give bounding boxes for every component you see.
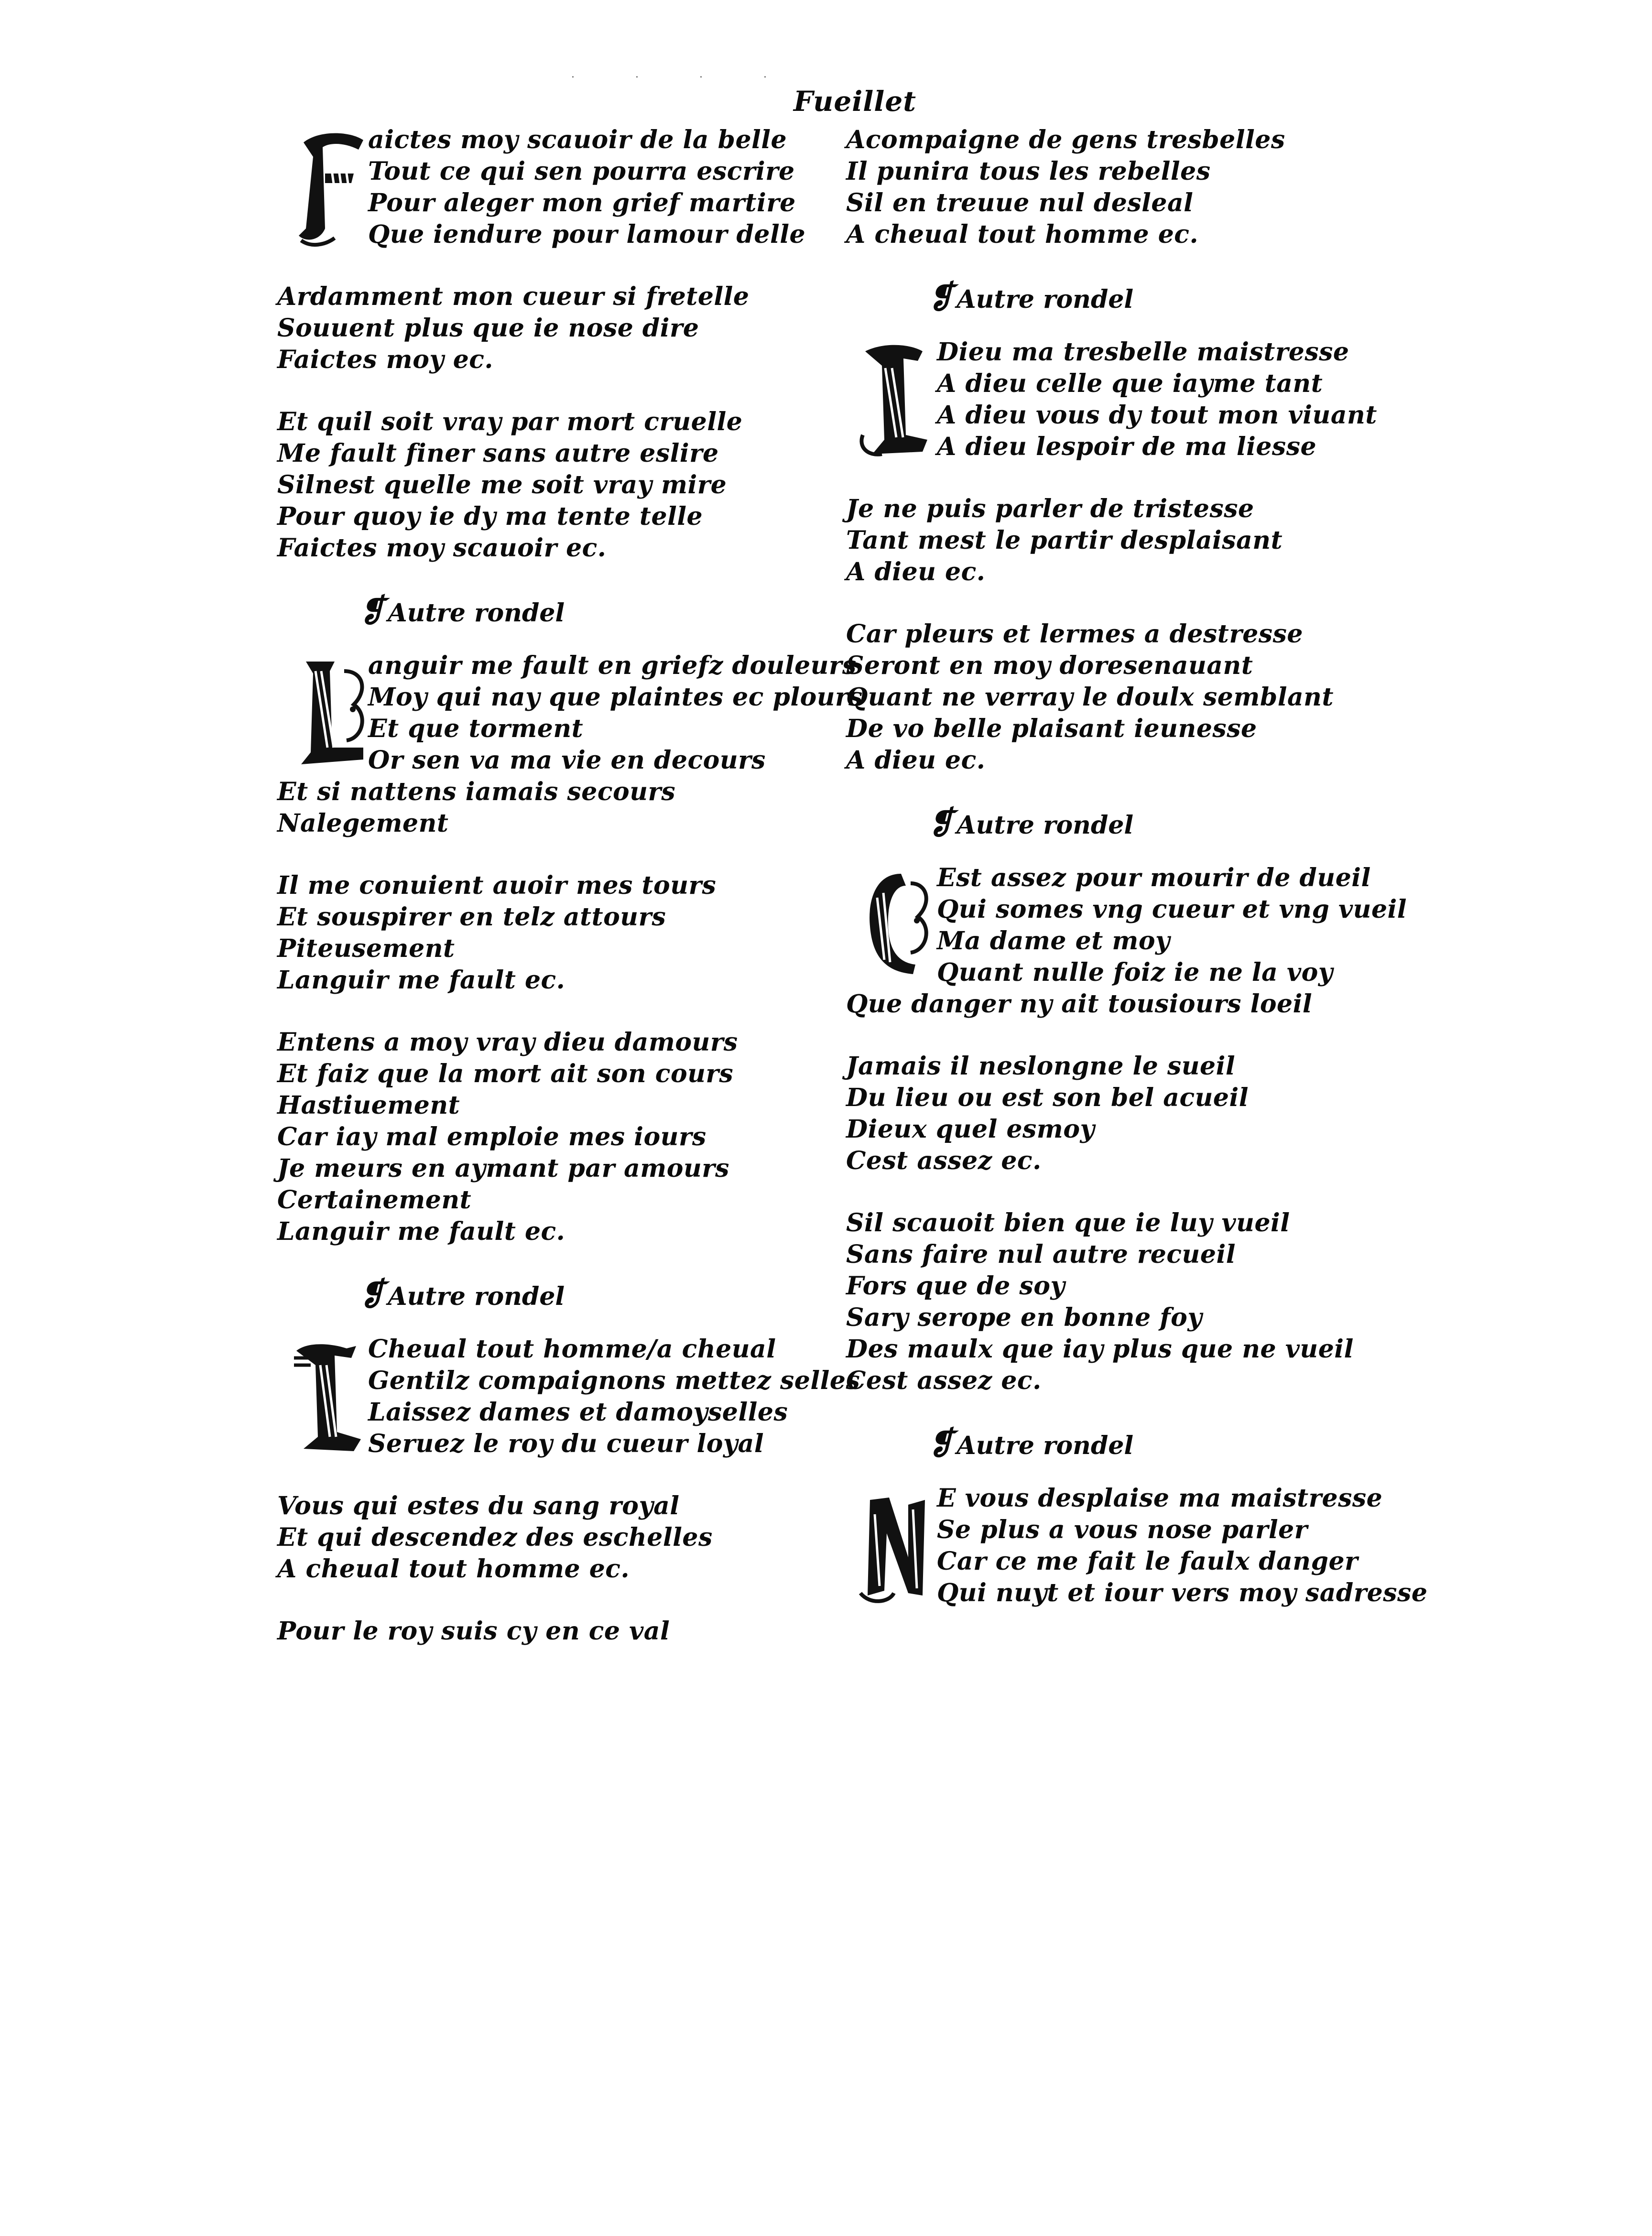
rondel-languir: [277, 650, 863, 1248]
verse-line: Nalegement: [277, 809, 449, 838]
verse-line: Silnest quelle me soit vray mire: [277, 470, 727, 499]
verse-line: Car pleurs et lermes a destresse: [846, 619, 1303, 649]
verse-line: Quant ne verray le doulx semblant: [846, 683, 1334, 712]
verse-line: Faictes moy scauoir ec.: [277, 533, 607, 563]
verse-line: A cheual tout homme ec.: [277, 1554, 630, 1584]
verse-line: Est assez pour mourir de dueil: [937, 863, 1371, 892]
decorated-initial-l-icon: [292, 652, 372, 771]
verse-line: anguir me fault en griefz douleurs: [368, 651, 857, 680]
rondel-cest-assez: [846, 862, 1420, 1397]
decorated-initial-f-icon: [292, 128, 372, 248]
verse-line: Sary serope en bonne foy: [846, 1303, 1203, 1332]
verse-line: Et quil soit vray par mort cruelle: [277, 407, 743, 436]
verse-line: Tout ce qui sen pourra escrire: [368, 157, 795, 186]
verse-line: Vous qui estes du sang royal: [277, 1491, 680, 1520]
stanza-2: [277, 1490, 851, 1585]
verse-line: A dieu lespoir de ma liesse: [937, 432, 1317, 461]
verse-line: A dieu vous dy tout mon viuant: [937, 401, 1377, 430]
initial-a-svg: [856, 339, 936, 459]
verse-line: Pour le roy suis cy en ce val: [277, 1617, 670, 1646]
verse-line: Entens a moy vray dieu damours: [277, 1028, 738, 1057]
stanza-2: [846, 1051, 1420, 1177]
verse-line: aictes moy scauoir de la belle: [368, 125, 787, 154]
ink-specks: . . . .: [571, 68, 795, 80]
poem-faictes-moy: [277, 124, 851, 564]
verse-line: Et souspirer en telz attours: [277, 902, 666, 932]
initial-f-svg: [292, 128, 372, 248]
pilcrow-icon: ❡: [359, 1275, 385, 1313]
rondel-a-cheual: [277, 1334, 860, 1647]
verse-line: Faictes moy ec.: [277, 345, 494, 374]
verse-line: Et si nattens iamais secours: [277, 777, 676, 806]
verse-line: Certainement: [277, 1185, 472, 1215]
initial-n-svg: [856, 1486, 936, 1605]
rondel-a-cheual-continued: [846, 124, 1420, 250]
verse-line: Je meurs en aymant par amours: [277, 1154, 729, 1183]
verse-line: Se plus a vous nose parler: [937, 1515, 1308, 1544]
verse-line: Et qui descendez des eschelles: [277, 1523, 713, 1552]
verse-line: Sil scauoit bien que ie luy vueil: [846, 1208, 1290, 1237]
decorated-initial-n-icon: [856, 1486, 936, 1605]
verse-line: A dieu celle que iayme tant: [937, 369, 1323, 398]
folio-header: Fueillet: [793, 85, 917, 118]
pilcrow-icon: ❡: [927, 278, 954, 315]
stanza-2: [277, 870, 851, 996]
verse-line: Seront en moy doresenauant: [846, 651, 1253, 680]
rondel-heading: ❡ Autre rondel: [927, 804, 1134, 841]
verse-line: Dieu ma tresbelle maistresse: [937, 337, 1349, 367]
rondel-heading: ❡ Autre rondel: [927, 278, 1134, 315]
verse-line: Souuent plus que ie nose dire: [277, 314, 699, 343]
rondel-heading: ❡ Autre rondel: [359, 1275, 565, 1313]
verse-line: Languir me fault ec.: [277, 966, 565, 995]
verse-line: Gentilz compaignons mettez selles: [368, 1366, 860, 1395]
stanza-2: [277, 281, 851, 376]
left-column: [277, 124, 863, 1647]
verse-line: Moy qui nay que plaintes ec plours: [368, 683, 863, 712]
decorated-initial-c-icon: [856, 864, 936, 984]
verse-line: Laissez dames et damoyselles: [368, 1398, 788, 1427]
right-column: [846, 124, 1428, 1609]
verse-line: Que danger ny ait tousiours loeil: [846, 989, 1313, 1019]
verse-line: Il me conuient auoir mes tours: [277, 871, 717, 900]
verse-line: Qui somes vng cueur et vng vueil: [937, 895, 1407, 924]
decorated-initial-a-icon: [289, 1336, 370, 1456]
rondel-heading: ❡ Autre rondel: [359, 592, 565, 629]
verse-line: Sans faire nul autre recueil: [846, 1240, 1236, 1269]
verse-line: Dieux quel esmoy: [846, 1115, 1095, 1144]
verse-line: Car iay mal emploie mes iours: [277, 1122, 706, 1151]
verse-line: Et que torment: [368, 714, 584, 743]
verse-line: Or sen va ma vie en decours: [368, 746, 766, 775]
rondel-a-dieu: [846, 336, 1420, 776]
verse-line: Piteusement: [277, 934, 455, 963]
verse-line: Pour aleger mon grief martire: [368, 188, 796, 217]
rondel-heading: ❡ Autre rondel: [927, 1424, 1134, 1462]
verse-line: Acompaigne de gens tresbelles: [846, 125, 1285, 154]
pilcrow-icon: ❡: [359, 592, 385, 629]
initial-c-svg: [856, 864, 936, 984]
verse-line: Des maulx que iay plus que ne vueil: [846, 1335, 1354, 1364]
pilcrow-icon: ❡: [927, 804, 954, 841]
verse-line: Jamais il neslongne le sueil: [846, 1052, 1236, 1081]
verse-line: Quant nulle foiz ie ne la voy: [937, 958, 1333, 987]
stanza-3: [277, 406, 851, 564]
rondel-ne-vous-desplaise: [846, 1483, 1428, 1609]
verse-line: Tant mest le partir desplaisant: [846, 526, 1283, 555]
verse-line: Et faiz que la mort ait son cours: [277, 1059, 734, 1088]
verse-line: Sil en treuue nul desleal: [846, 188, 1194, 217]
verse-line: Fors que de soy: [846, 1271, 1065, 1301]
verse-line: Pour quoy ie dy ma tente telle: [277, 502, 703, 531]
verse-line: E vous desplaise ma maistresse: [937, 1484, 1383, 1513]
verse-line: Il punira tous les rebelles: [846, 157, 1211, 186]
stanza-3: [277, 1027, 851, 1248]
verse-line: Car ce me fait le faulx danger: [937, 1547, 1358, 1576]
stanza-3: [846, 619, 1420, 776]
verse-line: Que iendure pour lamour delle: [368, 220, 806, 249]
verse-line: A cheual tout homme ec.: [846, 220, 1199, 249]
verse-line: Languir me fault ec.: [277, 1217, 565, 1246]
verse-line: Ardamment mon cueur si fretelle: [277, 282, 750, 311]
verse-line: Qui nuyt et iour vers moy sadresse: [937, 1578, 1428, 1607]
verse-line: Cheual tout homme/a cheual: [368, 1335, 776, 1364]
verse-line: Du lieu ou est son bel acueil: [846, 1083, 1249, 1112]
verse-line: Hastiuement: [277, 1091, 460, 1120]
verse-line: Cest assez ec.: [846, 1146, 1042, 1175]
verse-line: De vo belle plaisant ieunesse: [846, 714, 1257, 743]
verse-line: Ma dame et moy: [937, 926, 1170, 955]
verse-line: Je ne puis parler de tristesse: [846, 494, 1254, 523]
initial-a-svg: [289, 1336, 370, 1456]
verse-line: A dieu ec.: [846, 746, 986, 775]
verse-line: Seruez le roy du cueur loyal: [368, 1429, 764, 1458]
stanza-3: [846, 1207, 1420, 1397]
verse-line: Cest assez ec.: [846, 1366, 1042, 1395]
initial-l-svg: [292, 652, 372, 771]
stanza-3: [277, 1616, 851, 1647]
verse-line: A dieu ec.: [846, 557, 986, 586]
verse-line: Me fault finer sans autre eslire: [277, 439, 719, 468]
stanza-2: [846, 493, 1420, 588]
decorated-initial-a-icon: [856, 339, 936, 459]
pilcrow-icon: ❡: [927, 1424, 954, 1462]
